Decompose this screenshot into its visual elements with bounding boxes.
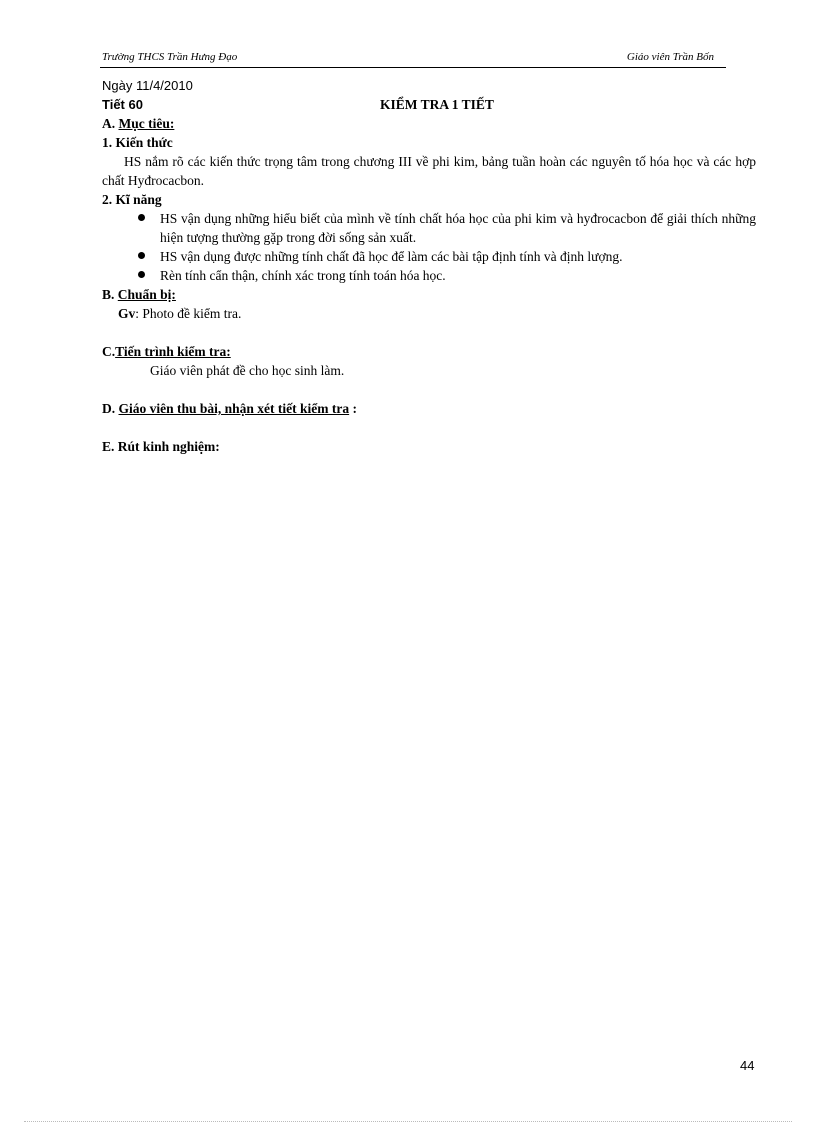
list-item: [102, 247, 756, 266]
spacer: [102, 380, 756, 399]
lesson-date: Ngày 11/4/2010: [102, 78, 193, 93]
lesson-number: Tiết 60: [102, 97, 143, 112]
section-e-heading: E. Rút kinh nghiệm:: [102, 439, 220, 454]
section-a-prefix: A.: [102, 116, 119, 131]
section-a-heading: [102, 114, 756, 133]
bullet-dot-icon: [138, 271, 145, 278]
title-row: [102, 95, 756, 114]
bullet-dot-icon: [138, 252, 145, 259]
section-b-title: Chuẩn bị:: [117, 287, 176, 302]
header-teacher: Giáo viên Trần Bốn: [626, 51, 714, 63]
gv-text: : Photo đề kiểm tra.: [135, 306, 242, 321]
section-b-prefix: B.: [102, 287, 118, 302]
spacer: [102, 418, 756, 437]
knowledge-text: HS nắm rõ các kiến thức trọng tâm trong chương III về phi kim, bảng tuần hoàn các nguyên tố hóa học và các hợp chất Hyđrocacbon.: [102, 154, 756, 188]
page-number: 44: [740, 1058, 755, 1073]
section-c-prefix: C.: [102, 344, 116, 359]
list-item: [102, 266, 756, 285]
knowledge-heading: 1. Kiến thức: [102, 135, 173, 150]
skills-heading: 2. Kĩ năng: [102, 192, 162, 207]
section-c-text: Giáo viên phát đề cho học sinh làm.: [150, 363, 345, 378]
skill-text: HS vận dụng những hiểu biết của mình về tính chất hóa học của phi kim và hyđrocacbon để giải thích những hiện tượng thường gặp trong đời sống sản xuất.: [160, 211, 756, 245]
gv-label: Gv: [118, 306, 136, 321]
section-b-heading: [102, 285, 756, 304]
document-title: KIỂM TRA 1 TIẾT: [380, 97, 494, 112]
spacer: [102, 323, 756, 342]
section-d-title: Giáo viên thu bài, nhận xét tiết kiểm tra: [118, 401, 350, 416]
section-b-text: [102, 304, 756, 323]
section-d-heading: [102, 399, 756, 418]
section-c-title: Tiến trình kiểm tra:: [115, 344, 231, 359]
section-a-title: Mục tiêu:: [118, 116, 175, 131]
skill-text: Rèn tính cẩn thận, chính xác trong tính toán hóa học.: [160, 268, 446, 283]
skills-list: [102, 209, 756, 285]
header-school: Trường THCS Trần Hưng Đạo: [102, 51, 238, 63]
bullet-dot-icon: [138, 214, 145, 221]
page-edge-rule: [24, 1121, 792, 1122]
page-header: [100, 49, 726, 68]
skill-text: HS vận dụng được những tính chất đã học để làm các bài tập định tính và định lượng.: [160, 249, 623, 264]
section-d-prefix: D.: [102, 401, 119, 416]
document-body: [102, 76, 756, 456]
section-d-suffix: :: [349, 401, 358, 416]
list-item: [102, 209, 756, 247]
section-c-heading: [102, 342, 756, 361]
